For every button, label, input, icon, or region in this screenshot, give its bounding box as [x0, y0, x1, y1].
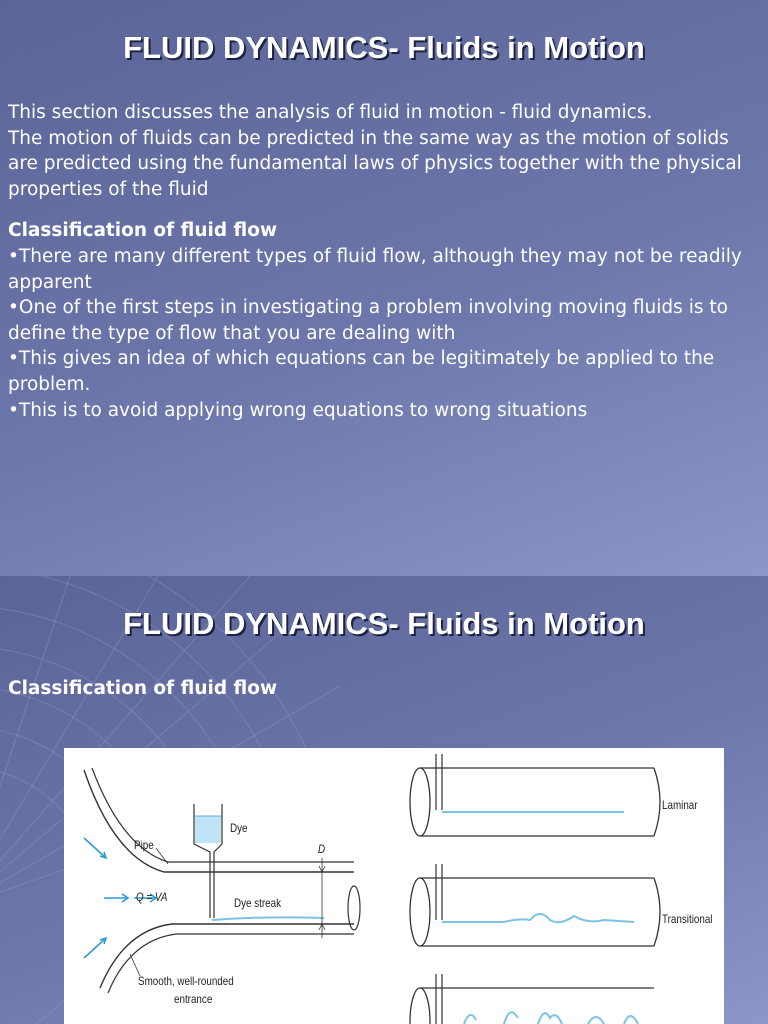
label-dye: Dye — [230, 821, 248, 835]
label-flow-rate: Q = VA — [136, 890, 168, 904]
label-laminar: Laminar — [662, 798, 698, 812]
dye-reservoir-fill — [195, 816, 221, 843]
classification-heading-2: Classification of fluid flow — [8, 678, 278, 699]
slide-2-body — [8, 676, 756, 702]
label-pipe: Pipe — [134, 838, 154, 852]
dye-streak-line — [212, 917, 324, 920]
label-entrance-2: entrance — [174, 992, 213, 1006]
pipe-flow-figure — [64, 748, 724, 1024]
classification-heading: Classification of fluid flow — [8, 220, 278, 242]
label-diameter: D — [318, 842, 326, 856]
slide-1-title: FLUID DYNAMICS- Fluids in Motion — [123, 30, 645, 65]
bullet-item-1: •There are many different types of fluid flow, although they may not be readily apparent — [8, 245, 742, 293]
intro-paragraph-2: The motion of fluids can be predicted in the same way as the motion of solids are predicted using the fundamental laws of physics together with the physical properties of the fluid — [8, 127, 742, 200]
label-dye-streak: Dye streak — [234, 896, 282, 910]
slide-2 — [0, 576, 768, 1024]
transitional-pipe — [410, 864, 660, 946]
turbulent-pipe — [410, 974, 654, 1024]
label-transitional: Transitional — [662, 912, 713, 926]
pipe-upper-wall-inner — [92, 768, 354, 862]
bullet-item-2: •One of the first steps in investigating a problem involving moving fluids is to define the type of flow that you are dealing with — [8, 297, 728, 344]
intro-paragraph-1: This section discusses the analysis of fluid in motion - fluid dynamics. — [8, 102, 653, 123]
bullet-item-4: •This is to avoid applying wrong equations to wrong situations — [8, 399, 588, 421]
laminar-pipe — [410, 754, 660, 836]
label-entrance-1: Smooth, well-rounded — [138, 974, 234, 988]
slide-2-title: FLUID DYNAMICS- Fluids in Motion — [123, 606, 645, 641]
bullet-item-3: •This gives an idea of which equations can be legitimately be applied to the problem. — [8, 348, 715, 395]
slide-1-body — [8, 100, 756, 423]
